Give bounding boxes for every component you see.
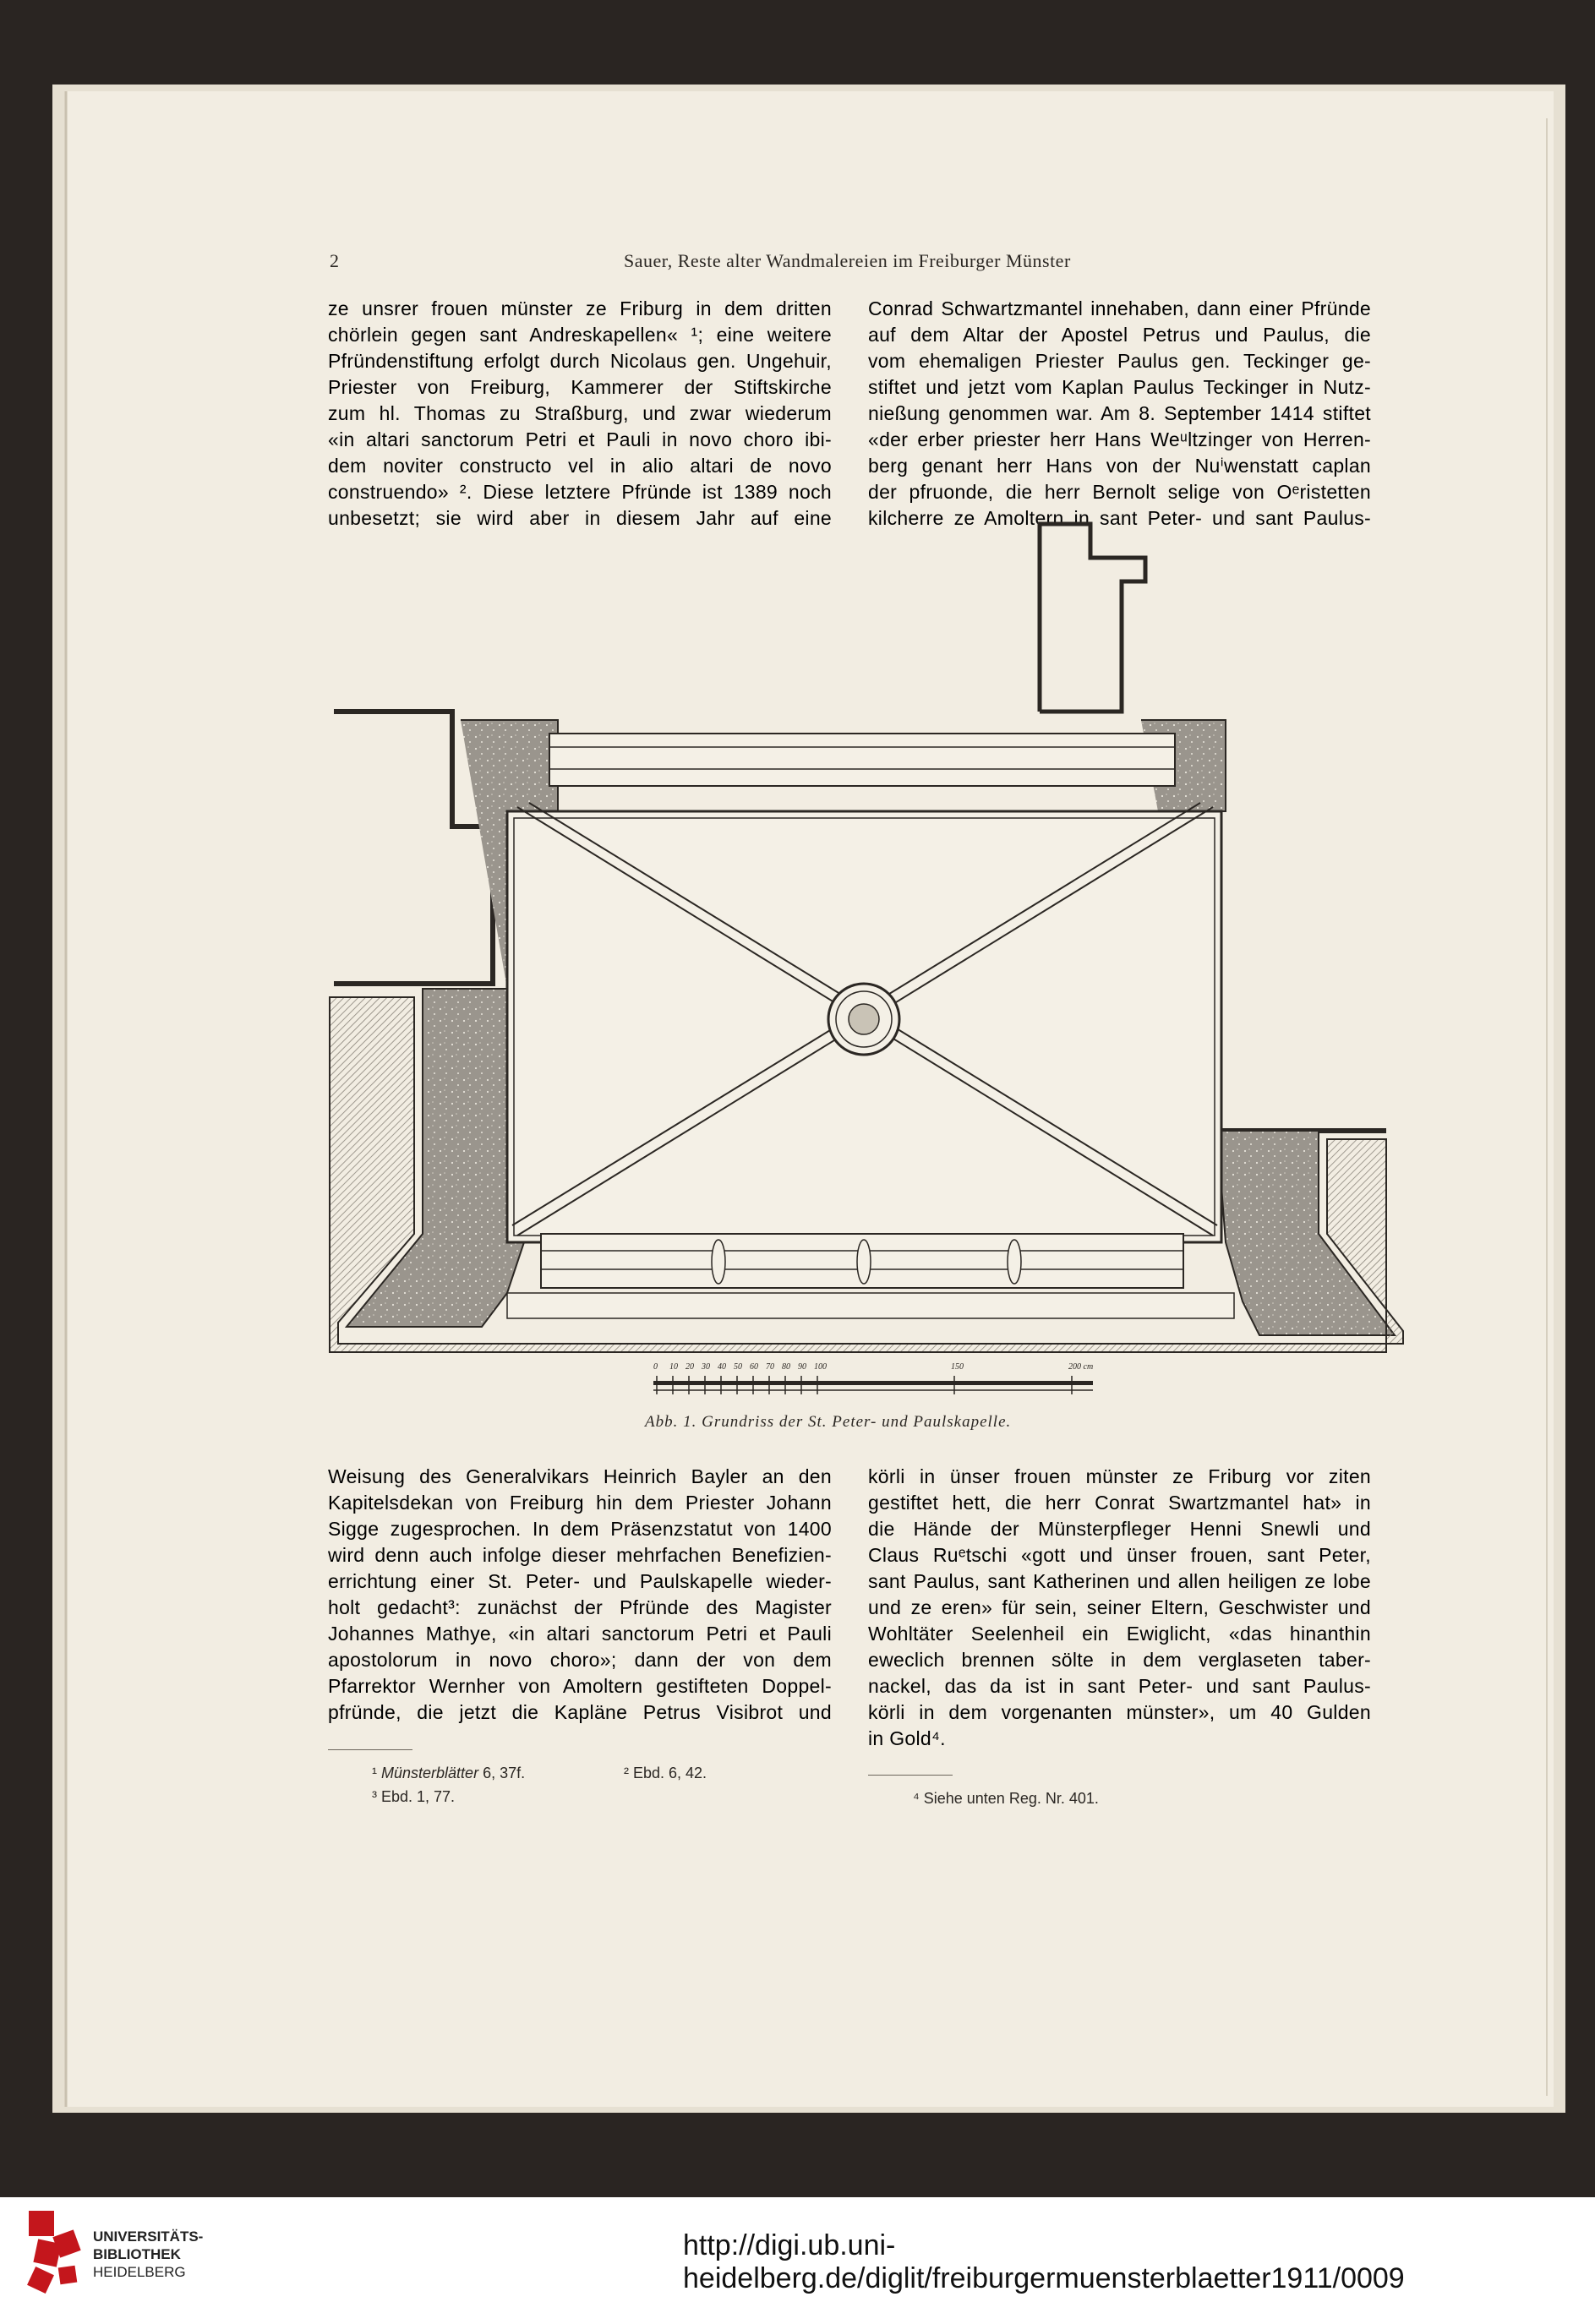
scale-label: 80 [782, 1362, 790, 1372]
text-line: auf dem Altar der Apostel Petrus und Paulus, die [868, 324, 1371, 346]
text-line: errichtung einer St. Peter- und Paulskapelle wieder- [328, 1570, 832, 1592]
top-right-column [868, 296, 1371, 532]
text-line: zum hl. Thomas zu Straßburg, und zwar wiederum [328, 402, 832, 424]
text-line: «der erber priester herr Hans Weᵘltzinger von Herren- [868, 428, 1371, 450]
scale-label: 100 [814, 1362, 827, 1372]
top-left-column [328, 296, 832, 532]
text-line: Claus Ruᵉtschi «gott und ünser frouen, sant Peter, [868, 1544, 1371, 1566]
text-line: wird denn auch infolge dieser mehrfachen Benefizien- [328, 1544, 832, 1566]
text-line: Kapitelsdekan von Freiburg hin dem Priester Johann [328, 1492, 832, 1514]
scale-label: 200 cm [1068, 1362, 1094, 1372]
text-line: Pfründenstiftung erfolgt durch Nicolaus gen. Ungehuir, [328, 350, 832, 372]
footnote-rule-right [868, 1775, 953, 1776]
footnote-4: ⁴ Siehe unten Reg. Nr. 401. [913, 1790, 1099, 1807]
text-line: und ze eren» für sein, seiner Eltern, Geschwister und [868, 1596, 1371, 1618]
scale-label: 50 [734, 1362, 742, 1372]
text-line: eweclich brennen sölte in dem verglaseten taber- [868, 1649, 1371, 1671]
text-line: Pfarrektor Wernher von Amoltern gestifteten Doppel- [328, 1675, 832, 1697]
text-line: Sigge zugesprochen. In dem Präsenzstatut von 1400 [328, 1518, 832, 1540]
bottom-left-column [328, 1464, 832, 1726]
footer-bar [0, 2197, 1595, 2324]
scale-label: 70 [766, 1362, 774, 1372]
scale-label: 90 [798, 1362, 806, 1372]
footnote-1-mark: ¹ [372, 1765, 377, 1781]
text-line: pfründe, die jetzt die Kapläne Petrus Visibrot und [328, 1701, 832, 1723]
bottom-right-column [868, 1464, 1371, 1752]
text-line: berg genant herr Hans von der Nuⁱwenstatt caplan [868, 455, 1371, 477]
text-line: apostolorum in novo choro»; dann der von dem [328, 1649, 832, 1671]
text-line: dem noviter constructo vel in alio altari de novo [328, 455, 832, 477]
scale-label: 150 [951, 1362, 964, 1372]
scale-label: 0 [653, 1362, 658, 1372]
text-line: Priester von Freiburg, Kammerer der Stiftskirche [328, 376, 832, 398]
footnote-1-title: Münsterblätter [381, 1765, 479, 1781]
text-line: nackel, das da ist in sant Peter- und sant Paulus- [868, 1675, 1371, 1697]
figure-caption: Abb. 1. Grundriss der St. Peter- und Paulskapelle. [645, 1413, 1012, 1431]
footnote-1-ref: 6, 37f. [483, 1765, 526, 1781]
scale-label: 10 [669, 1362, 678, 1372]
running-title: Sauer, Reste alter Wandmalereien im Freiburger Münster [624, 250, 1071, 271]
text-line: Weisung des Generalvikars Heinrich Bayler an den [328, 1465, 832, 1487]
text-line: sant Paulus, sant Katherinen und allen heiligen ze lobe [868, 1570, 1371, 1592]
text-line: der pfruonde, die herr Bernolt selige von Oᵉristetten [868, 481, 1371, 503]
text-line: construendo» ². Diese letztere Pfründe ist 1389 noch [328, 481, 832, 503]
text-line: die Hände der Münsterpfleger Henni Snewli und [868, 1518, 1371, 1540]
footnote-rule-left [328, 1749, 412, 1750]
text-line: ze unsrer frouen münster ze Friburg in dem dritten [328, 297, 832, 319]
text-line: kilcherre ze Amoltern in sant Peter- und sant Paulus- [868, 507, 1371, 529]
text-line: chörlein gegen sant Andreskapellen« ¹; eine weitere [328, 324, 832, 346]
scale-label: 20 [686, 1362, 694, 1372]
text-line: holt gedacht³: zunächst der Pfründe des Magister [328, 1596, 832, 1618]
text-line: unbesetzt; sie wird aber in diesem Jahr auf eine [328, 507, 832, 529]
text-line: «in altari sanctorum Petri et Pauli in novo choro ibi- [328, 428, 832, 450]
text-line: nießung genommen war. Am 8. September 1414 stiftet [868, 402, 1371, 424]
text-line: Johannes Mathye, «in altari sanctorum Petri et Pauli [328, 1623, 832, 1645]
library-name-line3: HEIDELBERG [93, 2264, 186, 2280]
footnote-3: ³ Ebd. 1, 77. [372, 1788, 456, 1805]
page-number: 2 [330, 250, 340, 271]
text-line: in Gold⁴. [868, 1727, 946, 1749]
permalink-url[interactable]: http://digi.ub.uni-heidelberg.de/diglit/freiburgermuensterblaetter1911/0009 [683, 2229, 1405, 2294]
text-line: Wohltäter Seelenheil ein Ewiglicht, «das hinanthin [868, 1623, 1371, 1645]
text-line: gestiftet hett, die herr Conrat Swartzmantel hat» in [868, 1492, 1371, 1514]
text-line: vom ehemaligen Priester Paulus gen. Teckinger ge- [868, 350, 1371, 372]
footnote-1 [372, 1765, 525, 1782]
text-line: körli in dem vorgenanten münster», um 40 Gulden [868, 1701, 1371, 1723]
scale-label: 30 [702, 1362, 710, 1372]
scale-label: 40 [718, 1362, 726, 1372]
scale-label: 60 [750, 1362, 758, 1372]
footnote-2: ² Ebd. 6, 42. [624, 1765, 707, 1781]
library-name-line2: BIBLIOTHEK [93, 2246, 181, 2262]
library-name-line1: UNIVERSITÄTS- [93, 2229, 204, 2245]
text-line: körli in ünser frouen münster ze Friburg vor ziten [868, 1465, 1371, 1487]
text-line: stiftet und jetzt vom Kaplan Paulus Teckinger in Nutz- [868, 376, 1371, 398]
text-line: Conrad Schwartzmantel innehaben, dann einer Pfründe [868, 297, 1371, 319]
